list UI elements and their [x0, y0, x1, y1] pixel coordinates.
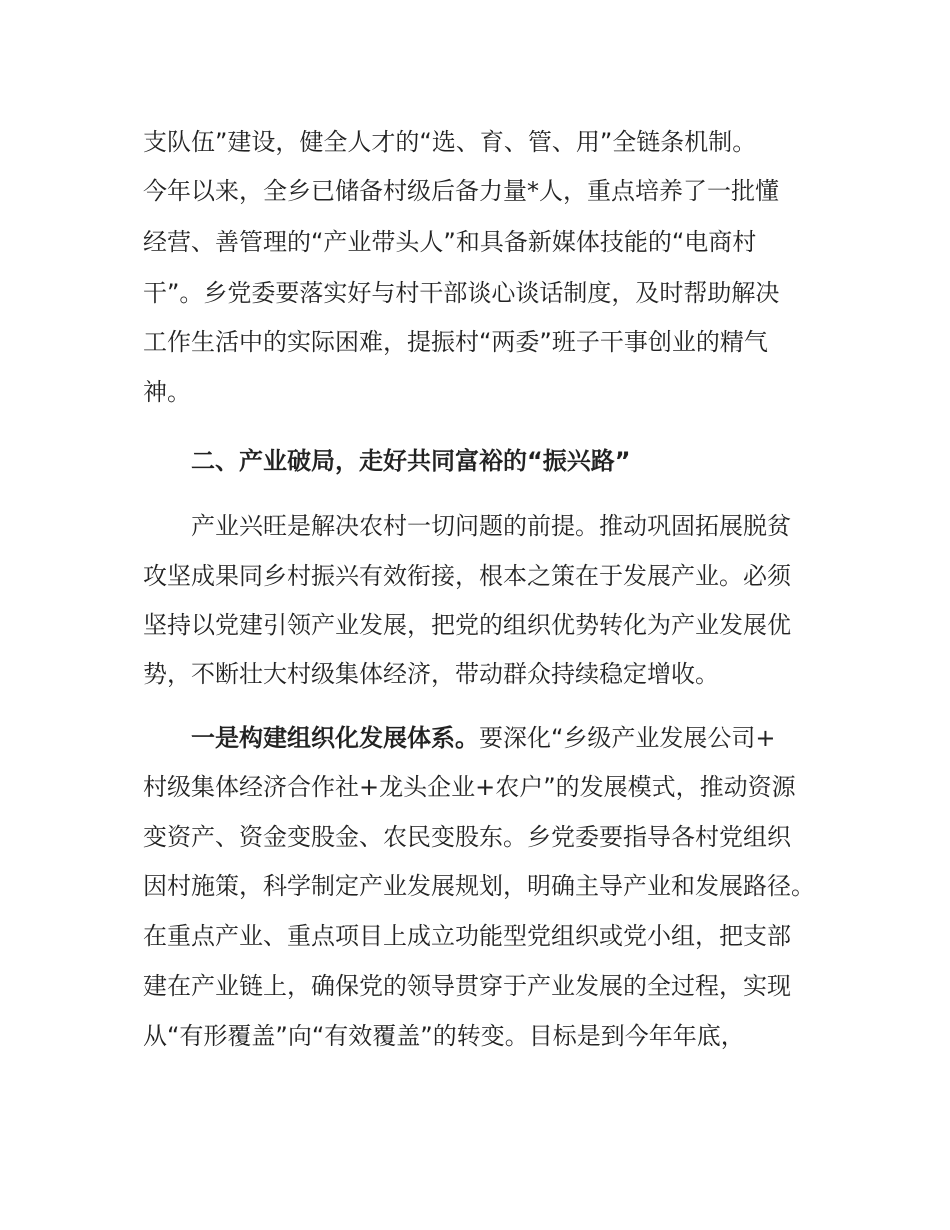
- point-one-first-line-text: 要深化“乡级产业发展公司+: [479, 724, 776, 752]
- paragraph-line: 支队伍”建设，健全人才的“选、育、管、用”全链条机制。: [143, 128, 757, 156]
- paragraph-line: 势，不断壮大村级集体经济，带动群众持续稳定增收。: [143, 660, 719, 688]
- paragraph-line: 变资产、资金变股金、农民变股东。乡党委要指导各村党组织: [143, 823, 791, 851]
- paragraph-line: 从“有形覆盖”向“有效覆盖”的转变。目标是到今年年底，: [143, 1022, 745, 1050]
- paragraph-line: 经营、善管理的“产业带头人”和具备新媒体技能的“电商村: [143, 228, 757, 256]
- paragraph-line: 攻坚成果同乡村振兴有效衔接，根本之策在于发展产业。必须: [143, 562, 791, 590]
- paragraph-line: 因村施策，科学制定产业发展规划，明确主导产业和发展路径。: [143, 872, 815, 900]
- paragraph-line: 工作生活中的实际困难，提振村“两委”班子干事创业的精气: [143, 328, 768, 356]
- paragraph-line: 坚持以党建引领产业发展，把党的组织优势转化为产业发展优: [143, 611, 791, 639]
- paragraph-line: 神。: [143, 378, 191, 406]
- paragraph-line: 产业兴旺是解决农村一切问题的前提。推动巩固拓展脱贫: [191, 512, 791, 540]
- paragraph-line: 村级集体经济合作社+龙头企业+农户”的发展模式，推动资源: [143, 773, 796, 801]
- paragraph-line: 建在产业链上，确保党的领导贯穿于产业发展的全过程，实现: [143, 972, 791, 1000]
- paragraph-line: 在重点产业、重点项目上成立功能型党组织或党小组，把支部: [143, 922, 791, 950]
- section-heading: 二、产业破局，走好共同富裕的“振兴路”: [191, 447, 631, 475]
- point-one-lead: 一是构建组织化发展体系。: [191, 724, 479, 752]
- point-one-first-line: [191, 723, 776, 753]
- paragraph-line: 干”。乡党委要落实好与村干部谈心谈话制度，及时帮助解决: [143, 279, 780, 307]
- paragraph-line: 今年以来，全乡已储备村级后备力量*人，重点培养了一批懂: [143, 177, 779, 205]
